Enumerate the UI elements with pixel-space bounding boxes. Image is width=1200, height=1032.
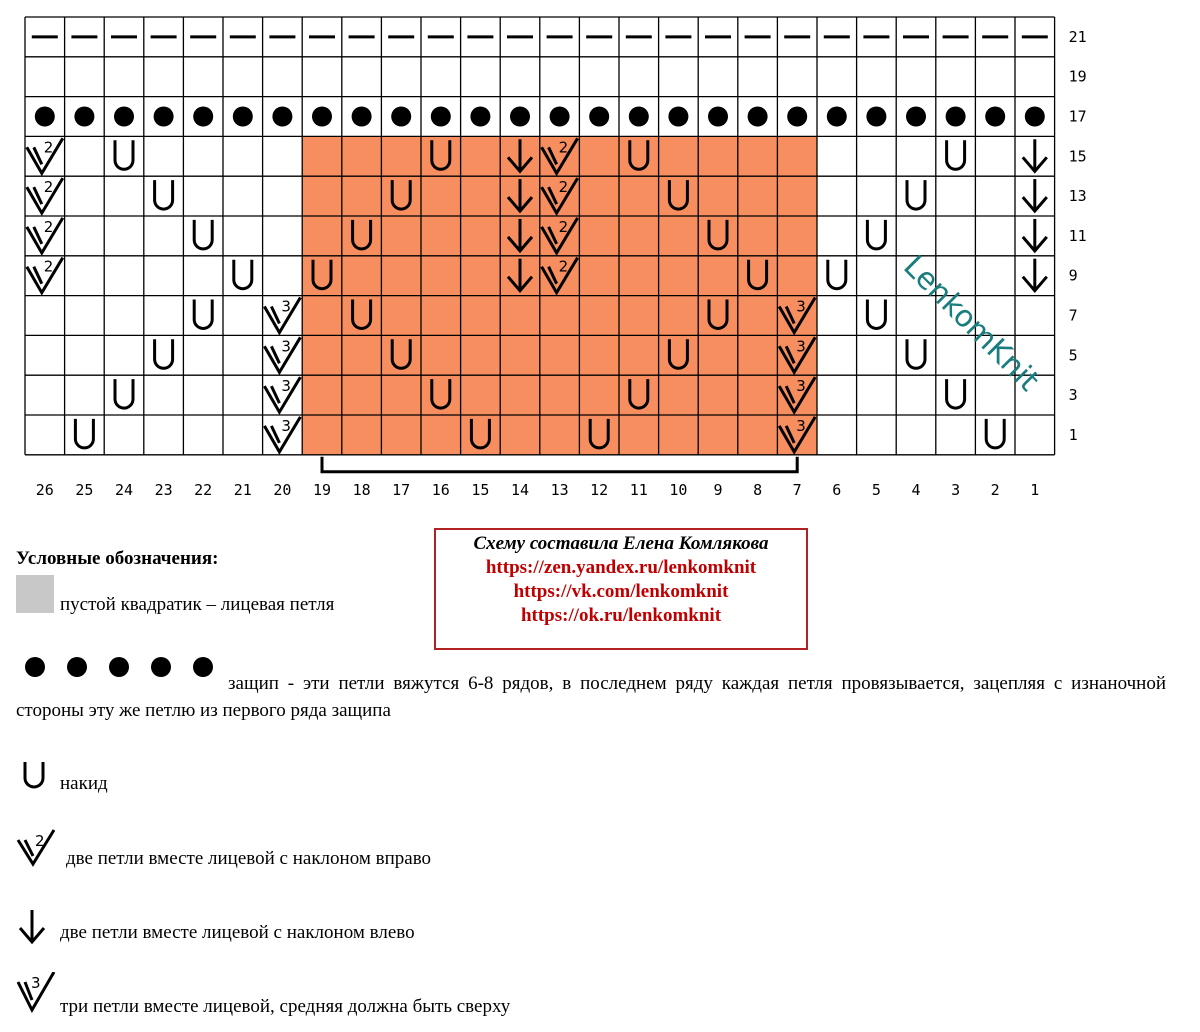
legend-yo-text: накид <box>60 773 108 794</box>
bobble-dot <box>985 107 1005 127</box>
credit-link-zen[interactable]: https://zen.yandex.ru/lenkomknit <box>485 557 757 578</box>
row-number-19: 19 <box>1068 67 1087 86</box>
row-number-17: 17 <box>1068 107 1087 126</box>
cell-r5-c20 <box>264 337 300 372</box>
k2tog-right-digit: 2 <box>558 138 569 157</box>
column-number-6: 6 <box>832 481 842 499</box>
cell-r9-c26 <box>27 258 63 293</box>
column-number-5: 5 <box>871 481 881 499</box>
k2tog-left-arrow-icon <box>16 908 50 948</box>
cell-r13-c4 <box>907 180 925 209</box>
cell-r17-c11 <box>629 107 649 127</box>
cell-r17-c21 <box>233 107 253 127</box>
cell-r17-c15 <box>470 107 490 127</box>
column-number-13: 13 <box>550 481 569 499</box>
bobble-dot <box>352 107 372 127</box>
bobble-dot <box>312 107 332 127</box>
yarn-over-symbol <box>115 140 133 169</box>
column-number-17: 17 <box>392 481 411 499</box>
cell-r17-c16 <box>431 107 451 127</box>
bobble-dot <box>154 107 174 127</box>
credit-author: Схему составила Елена Комлякова <box>473 533 769 554</box>
row-number-13: 13 <box>1068 187 1087 206</box>
k3tog-digit: 3 <box>796 337 806 356</box>
cell-r17-c9 <box>708 107 728 127</box>
cell-r17-c7 <box>787 107 807 127</box>
column-number-1: 1 <box>1030 481 1040 499</box>
column-number-16: 16 <box>431 481 450 499</box>
yarn-over-symbol <box>115 379 133 408</box>
row-number-7: 7 <box>1068 306 1078 325</box>
cell-r17-c3 <box>946 107 966 127</box>
cell-r13-c26 <box>27 178 63 213</box>
cell-r17-c8 <box>748 107 768 127</box>
row-number-9: 9 <box>1068 266 1078 285</box>
knitting-chart <box>0 0 1200 510</box>
cell-r9-c1 <box>1023 259 1047 291</box>
legend-bobble-text: защип - эти петли вяжутся 6-8 рядов, в последнем ряду каждая петля провязывается, зацепляя с изнаночной стороны эту же петлю из первого ряда защипа <box>16 673 1166 721</box>
k2tog-right-digit: 2 <box>43 217 54 236</box>
yarn-over-symbol <box>947 379 965 408</box>
cell-r15-c1 <box>1023 139 1047 171</box>
cell-r17-c2 <box>985 107 1005 127</box>
k2tog-right-digit: 2 <box>558 217 569 236</box>
cell-r17-c24 <box>114 107 134 127</box>
cell-r11-c1 <box>1023 219 1047 251</box>
credit-link-vk[interactable]: https://vk.com/lenkomknit <box>513 581 729 602</box>
credit-link-ok[interactable]: https://ok.ru/lenkomknit <box>520 605 722 626</box>
k2tog-right-digit: 2 <box>43 138 54 157</box>
row-number-5: 5 <box>1068 346 1078 365</box>
cell-r17-c14 <box>510 107 530 127</box>
k3tog-digit: 3 <box>281 377 291 396</box>
yarn-over-symbol <box>986 419 1004 448</box>
yarn-over-symbol <box>947 140 965 169</box>
legend-k2tog-left-text: две петли вместе лицевой с наклоном влево <box>60 922 415 943</box>
svg-text:3: 3 <box>31 974 41 992</box>
bobble-dot <box>866 107 886 127</box>
yarn-over-symbol <box>234 260 252 289</box>
cell-r17-c1 <box>1025 107 1045 127</box>
bobble-dot <box>589 107 609 127</box>
cell-r11-c5 <box>867 220 885 249</box>
blank-square-swatch <box>16 575 54 613</box>
cell-r17-c12 <box>589 107 609 127</box>
column-number-8: 8 <box>753 481 763 499</box>
bobble-dot <box>35 107 55 127</box>
row-number-21: 21 <box>1068 27 1087 46</box>
k3tog-icon <box>16 972 56 1014</box>
k2tog-right-icon <box>16 828 56 868</box>
yarn-over-symbol <box>75 419 93 448</box>
column-number-22: 22 <box>194 481 213 499</box>
column-number-10: 10 <box>669 481 688 499</box>
cell-r7-c5 <box>867 300 885 329</box>
cell-r7-c22 <box>194 300 212 329</box>
legend-k2tog-right-text: две петли вместе лицевой с наклоном вправо <box>66 848 432 869</box>
cell-r1-c20 <box>264 417 300 452</box>
column-number-11: 11 <box>629 481 648 499</box>
cell-r17-c5 <box>866 107 886 127</box>
column-number-19: 19 <box>312 481 332 499</box>
column-number-26: 26 <box>35 481 54 499</box>
column-number-9: 9 <box>713 481 723 499</box>
cell-r17-c23 <box>154 107 174 127</box>
column-number-4: 4 <box>911 481 921 499</box>
cell-r3-c20 <box>264 377 300 412</box>
yarn-over-symbol <box>867 300 885 329</box>
column-number-18: 18 <box>352 481 371 499</box>
column-number-24: 24 <box>114 481 134 499</box>
cell-r13-c23 <box>155 180 173 209</box>
bobble-dot <box>1025 107 1045 127</box>
bobble-dot <box>272 107 292 127</box>
bobble-dot <box>114 107 134 127</box>
svg-text:2: 2 <box>35 832 45 850</box>
cell-r17-c10 <box>668 107 688 127</box>
bobble-dot <box>668 107 688 127</box>
bobble-dot <box>74 107 94 127</box>
cell-r15-c24 <box>115 140 133 169</box>
k3tog-digit: 3 <box>796 416 806 435</box>
bobble-dot <box>233 107 253 127</box>
bobble-dot <box>787 107 807 127</box>
cell-r3-c3 <box>947 379 965 408</box>
k3tog-digit: 3 <box>281 297 291 316</box>
repeat-bracket <box>322 457 797 472</box>
legend-title: Условные обозначения: <box>16 548 219 569</box>
bobble-dot <box>748 107 768 127</box>
k3tog-digit: 3 <box>281 416 291 435</box>
bobble-dot <box>946 107 966 127</box>
cell-r1-c2 <box>986 419 1004 448</box>
bobble-dot <box>510 107 530 127</box>
cell-r5-c4 <box>907 339 925 368</box>
k2tog-right-digit: 2 <box>558 178 569 197</box>
cell-r13-c1 <box>1023 179 1047 211</box>
cell-r5-c23 <box>155 339 173 368</box>
k2tog-right-digit: 2 <box>558 257 569 276</box>
k2tog-right-digit: 2 <box>43 178 54 197</box>
cell-r17-c6 <box>827 107 847 127</box>
legend-blank-text: пустой квадратик – лицевая петля <box>60 594 335 615</box>
yarn-over-symbol <box>867 220 885 249</box>
column-number-20: 20 <box>273 481 292 499</box>
cell-r17-c26 <box>35 107 55 127</box>
cell-r11-c22 <box>194 220 212 249</box>
column-number-12: 12 <box>590 481 609 499</box>
cell-r17-c13 <box>550 107 570 127</box>
cell-r17-c18 <box>352 107 372 127</box>
yarn-over-symbol <box>194 220 212 249</box>
cell-r17-c25 <box>74 107 94 127</box>
cell-r1-c25 <box>75 419 93 448</box>
column-number-3: 3 <box>951 481 961 499</box>
bobble-dot <box>629 107 649 127</box>
row-number-11: 11 <box>1068 226 1087 245</box>
cell-r17-c19 <box>312 107 332 127</box>
cell-r17-c22 <box>193 107 213 127</box>
row-number-1: 1 <box>1068 425 1078 444</box>
cell-r17-c20 <box>272 107 292 127</box>
bobble-dot <box>391 107 411 127</box>
column-number-15: 15 <box>471 481 490 499</box>
bobble-dot <box>193 107 213 127</box>
row-number-3: 3 <box>1068 386 1078 405</box>
legend-k3tog-text: три петли вместе лицевой, средняя должна быть сверху <box>60 996 511 1017</box>
cell-r11-c26 <box>27 218 63 253</box>
cell-r17-c17 <box>391 107 411 127</box>
column-number-25: 25 <box>75 481 94 499</box>
yarn-over-icon <box>16 758 50 796</box>
bobble-dot <box>708 107 728 127</box>
yarn-over-symbol <box>155 180 173 209</box>
yarn-over-symbol <box>194 300 212 329</box>
k2tog-right-digit: 2 <box>43 257 54 276</box>
cell-r17-c4 <box>906 107 926 127</box>
cell-r9-c6 <box>828 260 846 289</box>
bobble-dot <box>470 107 490 127</box>
column-number-21: 21 <box>233 481 252 499</box>
cell-r7-c20 <box>264 298 300 333</box>
cell-r9-c21 <box>234 260 252 289</box>
yarn-over-symbol <box>907 180 925 209</box>
yarn-over-symbol <box>828 260 846 289</box>
cell-r3-c24 <box>115 379 133 408</box>
k3tog-digit: 3 <box>796 377 806 396</box>
credit-box <box>434 528 808 650</box>
row-number-15: 15 <box>1068 147 1087 166</box>
yarn-over-symbol <box>907 339 925 368</box>
bobble-dot <box>431 107 451 127</box>
column-number-23: 23 <box>154 481 173 499</box>
k3tog-digit: 3 <box>281 337 291 356</box>
yarn-over-symbol <box>155 339 173 368</box>
watermark-text: LenkomKnit <box>896 248 1046 399</box>
column-number-7: 7 <box>792 481 802 499</box>
bobble-dot <box>550 107 570 127</box>
column-number-2: 2 <box>990 481 1000 499</box>
bobble-dot <box>906 107 926 127</box>
cell-r15-c26 <box>27 138 63 173</box>
cell-r15-c3 <box>947 140 965 169</box>
column-number-14: 14 <box>510 481 530 499</box>
bobble-dot <box>827 107 847 127</box>
k3tog-digit: 3 <box>796 297 806 316</box>
